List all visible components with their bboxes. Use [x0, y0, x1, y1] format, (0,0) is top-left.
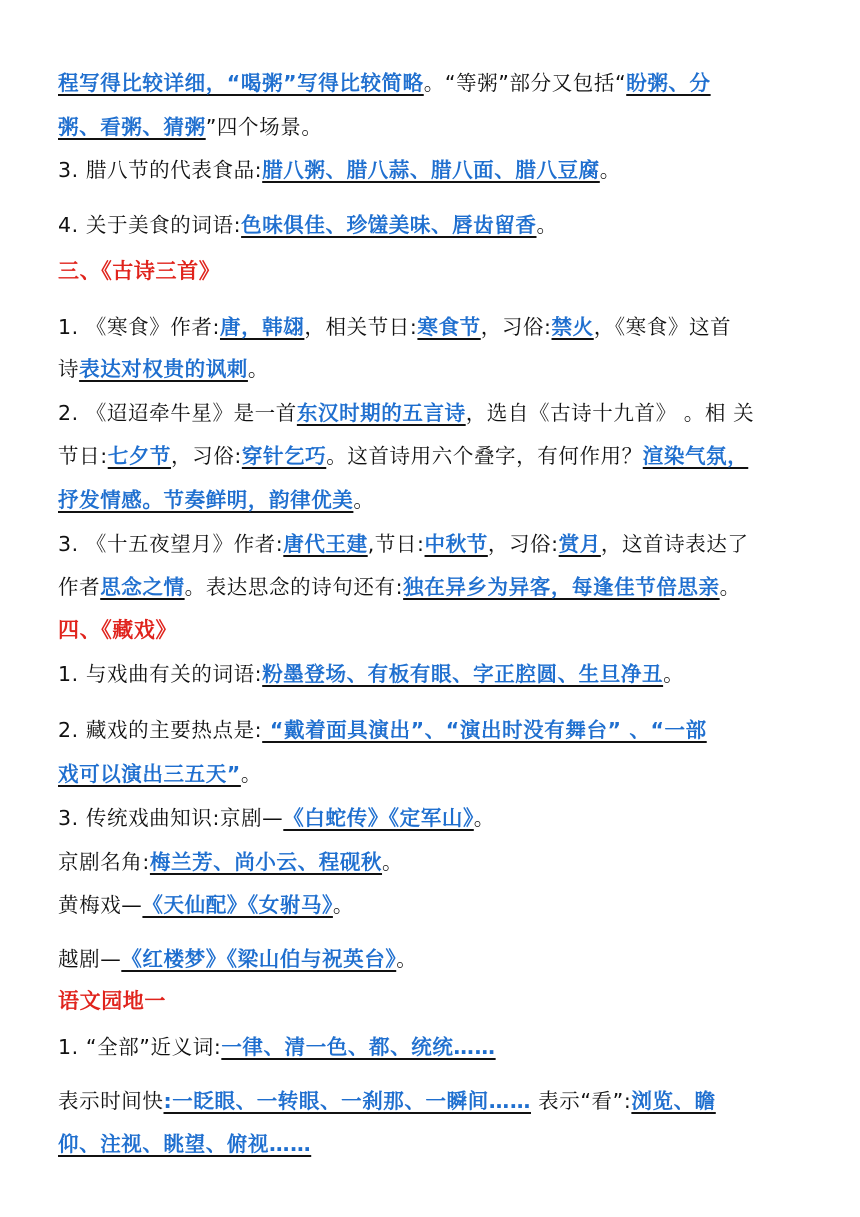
- body-text: 表示时间快: [58, 1089, 164, 1113]
- text-line: [58, 1084, 716, 1114]
- body-text: ，习俗:: [171, 444, 242, 468]
- text-line: [58, 352, 269, 382]
- answer-text: “戴着面具演出”、“演出时没有舞台” 、“一部: [262, 718, 707, 742]
- body-text: 1. 与戏曲有关的词语:: [58, 662, 263, 686]
- section-heading: 三、《古诗三首》: [58, 259, 221, 283]
- body-text: 。: [247, 357, 270, 381]
- text-line: [58, 570, 741, 600]
- body-text: 。: [396, 947, 418, 971]
- text-line: [58, 801, 495, 831]
- body-text: ，这首诗表达了: [600, 532, 749, 556]
- body-text: 3. 腊八节的代表食品:: [58, 158, 263, 182]
- text-line: [58, 657, 684, 687]
- text-line: [58, 153, 621, 183]
- section-heading: 四、《藏戏》: [58, 618, 178, 642]
- answer-text: 表达对权贵的讽刺: [79, 357, 248, 381]
- answer-text: 赏月: [558, 532, 601, 556]
- body-text: 。: [599, 158, 621, 182]
- body-text: 。: [473, 806, 495, 830]
- answer-text: 独在异乡为异客，每逢佳节倍思亲: [403, 575, 720, 599]
- answer-text: 中秋节: [424, 532, 488, 556]
- body-text: 京剧名角:: [58, 850, 150, 874]
- answer-text: 《白蛇传》《定军山》: [283, 806, 474, 830]
- body-text: 诗: [58, 357, 80, 381]
- answer-text: 禁火: [551, 315, 594, 339]
- answer-text: 《红楼梦》《梁山伯与祝英台》: [121, 947, 397, 971]
- body-text: 。: [719, 575, 741, 599]
- answer-text: 思念之情: [100, 575, 185, 599]
- text-line: [58, 713, 707, 743]
- answer-text: 一律、清一色、都、统统……: [221, 1035, 496, 1059]
- text-line: [58, 845, 403, 875]
- answer-text: 粥、看粥、猜粥: [58, 115, 206, 139]
- body-text: 。: [332, 893, 355, 917]
- text-line: [58, 942, 417, 972]
- text-line: [58, 396, 754, 426]
- answer-text: 盼粥、分: [626, 71, 711, 95]
- answer-text: 唐代王建: [283, 532, 368, 556]
- body-text: 1. “全部”近义词:: [58, 1035, 222, 1059]
- answer-text: 抒发情感。节奏鲜明，韵律优美: [58, 488, 354, 512]
- body-text: ，习俗:: [480, 315, 552, 339]
- body-text: 表示“看”:: [531, 1089, 632, 1113]
- body-text: ，习俗:: [487, 532, 559, 556]
- body-text: ,节日:: [367, 532, 425, 556]
- body-text: 1. 《寒食》作者:: [58, 315, 220, 339]
- answer-text: 浏览、瞻: [631, 1089, 716, 1113]
- body-text: 2. 《迢迢牵牛星》是一首: [58, 401, 297, 425]
- body-text: 。“等粥”部分又包括“: [423, 71, 627, 95]
- body-text: 节日:: [58, 444, 108, 468]
- text-line: [58, 110, 322, 140]
- body-text: 作者: [58, 575, 101, 599]
- body-text: ，《寒食》这首: [593, 315, 732, 339]
- answer-text: 七夕节: [107, 444, 172, 468]
- text-line: [58, 439, 748, 469]
- body-text: 。: [353, 488, 375, 512]
- text-line: [58, 1030, 496, 1060]
- answer-text: 程写得比较详细，“喝粥”写得比较简略: [58, 71, 424, 95]
- answer-text: 东汉时期的五言诗: [296, 401, 466, 425]
- body-text: 越剧—: [58, 947, 122, 971]
- body-text: 。表达思念的诗句还有:: [184, 575, 404, 599]
- body-text: 。: [536, 213, 558, 237]
- answer-text: 梅兰芳、尚小云、程砚秋: [149, 850, 383, 874]
- text-line: [58, 310, 731, 340]
- answer-text: 仰、注视、眺望、俯视……: [58, 1132, 312, 1156]
- answer-text: 戏可以演出三五天”: [58, 762, 241, 786]
- answer-text: 唐，韩翃: [219, 315, 305, 339]
- body-text: 。这首诗用六个叠字，有何作用？: [326, 444, 643, 468]
- text-line: [58, 527, 749, 557]
- body-text: 3. 传统戏曲知识:京剧—: [58, 806, 284, 830]
- body-text: 。: [240, 762, 262, 786]
- answer-text: 渲染气氛，: [642, 444, 749, 468]
- text-line: [58, 66, 711, 96]
- answer-text: 寒食节: [417, 315, 481, 339]
- body-text: ”四个场景。: [205, 115, 323, 139]
- body-text: 黄梅戏—: [58, 893, 143, 917]
- text-line: [58, 757, 262, 787]
- answer-text: 《天仙配》《女驸马》: [142, 893, 333, 917]
- body-text: 。: [663, 662, 685, 686]
- answer-text: 粉墨登场、有板有眼、字正腔圆、生旦净丑: [262, 662, 664, 686]
- body-text: 2. 藏戏的主要热点是:: [58, 718, 263, 742]
- text-line: [58, 1127, 311, 1157]
- answer-text: 色味俱佳、珍馐美味、唇齿留香: [241, 213, 537, 237]
- text-line: [58, 208, 558, 238]
- body-text: 3. 《十五夜望月》作者:: [58, 532, 284, 556]
- body-text: ，选自《古诗十九首》 。相 关: [465, 401, 755, 425]
- text-line: [58, 888, 354, 918]
- body-text: 4. 关于美食的词语:: [58, 213, 242, 237]
- answer-text: :一眨眼、一转眼、一刹那、一瞬间……: [163, 1089, 531, 1113]
- body-text: ，相关节日:: [304, 315, 418, 339]
- body-text: 。: [382, 850, 404, 874]
- answer-text: 腊八粥、腊八蒜、腊八面、腊八豆腐: [262, 158, 600, 182]
- section-heading: 语文园地一: [58, 989, 166, 1013]
- text-line: [58, 483, 375, 513]
- answer-text: 穿针乞巧: [241, 444, 327, 468]
